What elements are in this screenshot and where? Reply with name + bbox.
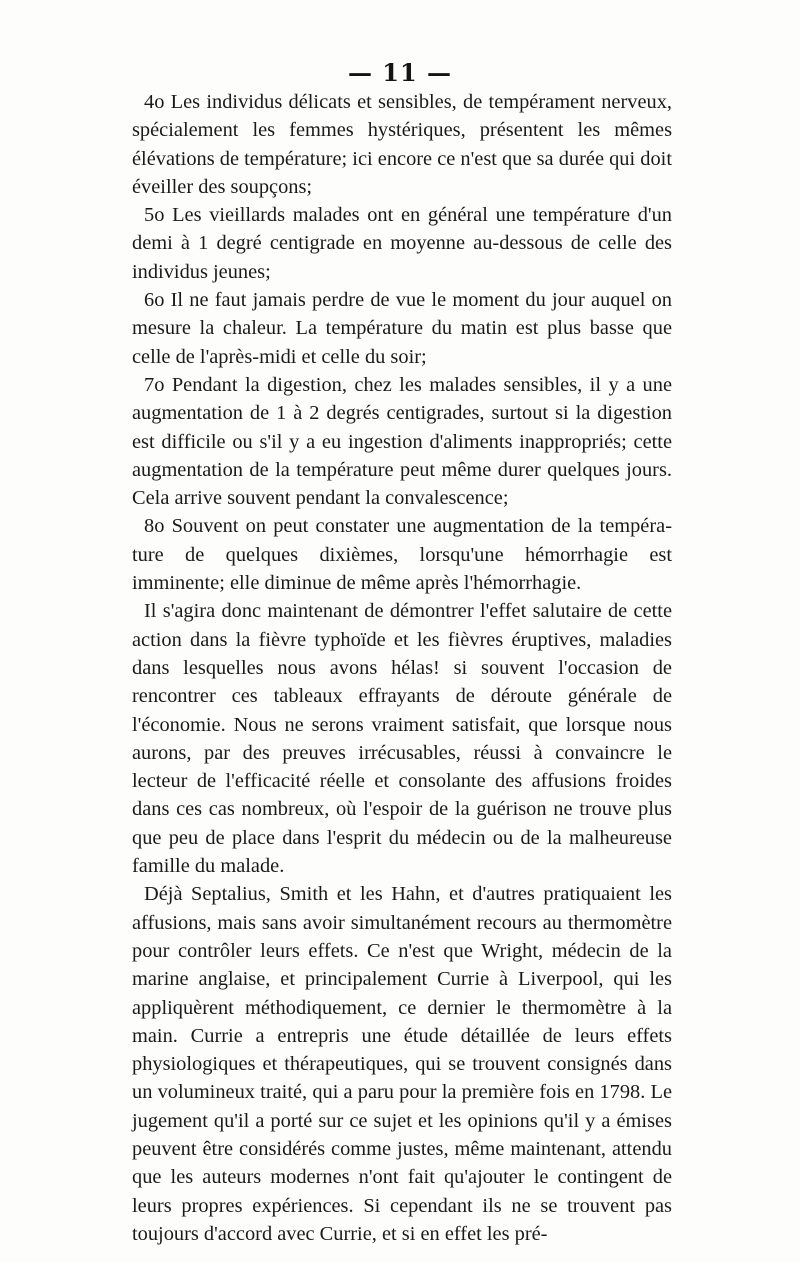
paragraph-item-5: 5o Les vieillards malades ont en général une température d'un demi à 1 degré centigrade en moyenne au-dessous de celle des individus jeunes;	[132, 204, 672, 283]
paragraph-item-4: 4o Les individus délicats et sensibles, de tempérament nerveux, spécialement les femmes hystériques, présentent les mêmes élévations de température; ici encore ce n'est que sa durée qui doit éveiller des soupçons;	[132, 91, 672, 198]
paragraph-currie: Déjà Septalius, Smith et les Hahn, et d'autres pratiquaient les affusions, mais sans avoir simultanément recours au thermomètre pour contrôler leurs effets. Ce n'est que Wright, médecin de la marine anglaise, et principalement Currie à Liverpool, qui les appliquèrent méthodiquement, ce dernier le thermomètre à la main. Currie a entrepris une étude détaillée de leurs effets physiologiques et thérapeutiques, qui se trouvent consignés dans un volumineux traité, qui a paru pour la première fois en 1798. Le jugement qu'il a porté sur ce sujet et les opinions qu'il y a émises peuvent être considérés comme justes, même maintenant, attendu que les auteurs modernes n'ont fait qu'ajouter le contingent de leurs propres expériences. Si cependant ils ne se trouvent pas toujours d'accord avec Currie, et si en effet les pré-	[132, 883, 672, 1245]
paragraph-item-8: 8o Souvent on peut constater une augmentation de la température de quelques dixièmes, lorsqu'une hémorrhagie est imminente; elle diminue de même après l'hémorrhagie.	[132, 515, 672, 595]
paragraph-typhoid: Il s'agira donc maintenant de démontrer l'effet salutaire de cette action dans la fièvre typhoïde et les fièvres éruptives, maladies dans lesquelles nous avons hélas! si souvent l'occasion de rencontrer ces tableaux effrayants de déroute générale de l'économie. Nous ne serons vraiment satisfait, que lorsque nous aurons, par des preuves irrécusables, réussi à convaincre le lecteur de l'efficacité réelle et consolante des affusions froides dans ces cas nombreux, où l'espoir de la guérison ne trouve plus que peu de place dans l'esprit du médecin ou de la malheureuse famille du malade.	[132, 600, 672, 878]
body-text	[132, 88, 672, 1248]
page-number: — 11 —	[347, 58, 453, 87]
paragraph-item-6: 6o Il ne faut jamais perdre de vue le moment du jour auquel on mesure la chaleur. La température du matin est plus basse que celle de l'après-midi et celle du soir;	[132, 289, 672, 368]
paragraph-item-7: 7o Pendant la digestion, chez les malades sensibles, il y a une augmentation de 1 à 2 degrés centigrades, surtout si la digestion est difficile ou s'il y a eu ingestion d'aliments inappropriés; cette augmentation de la température peut même durer quelques jours. Cela arrive souvent pendant la convalescence;	[132, 373, 672, 510]
